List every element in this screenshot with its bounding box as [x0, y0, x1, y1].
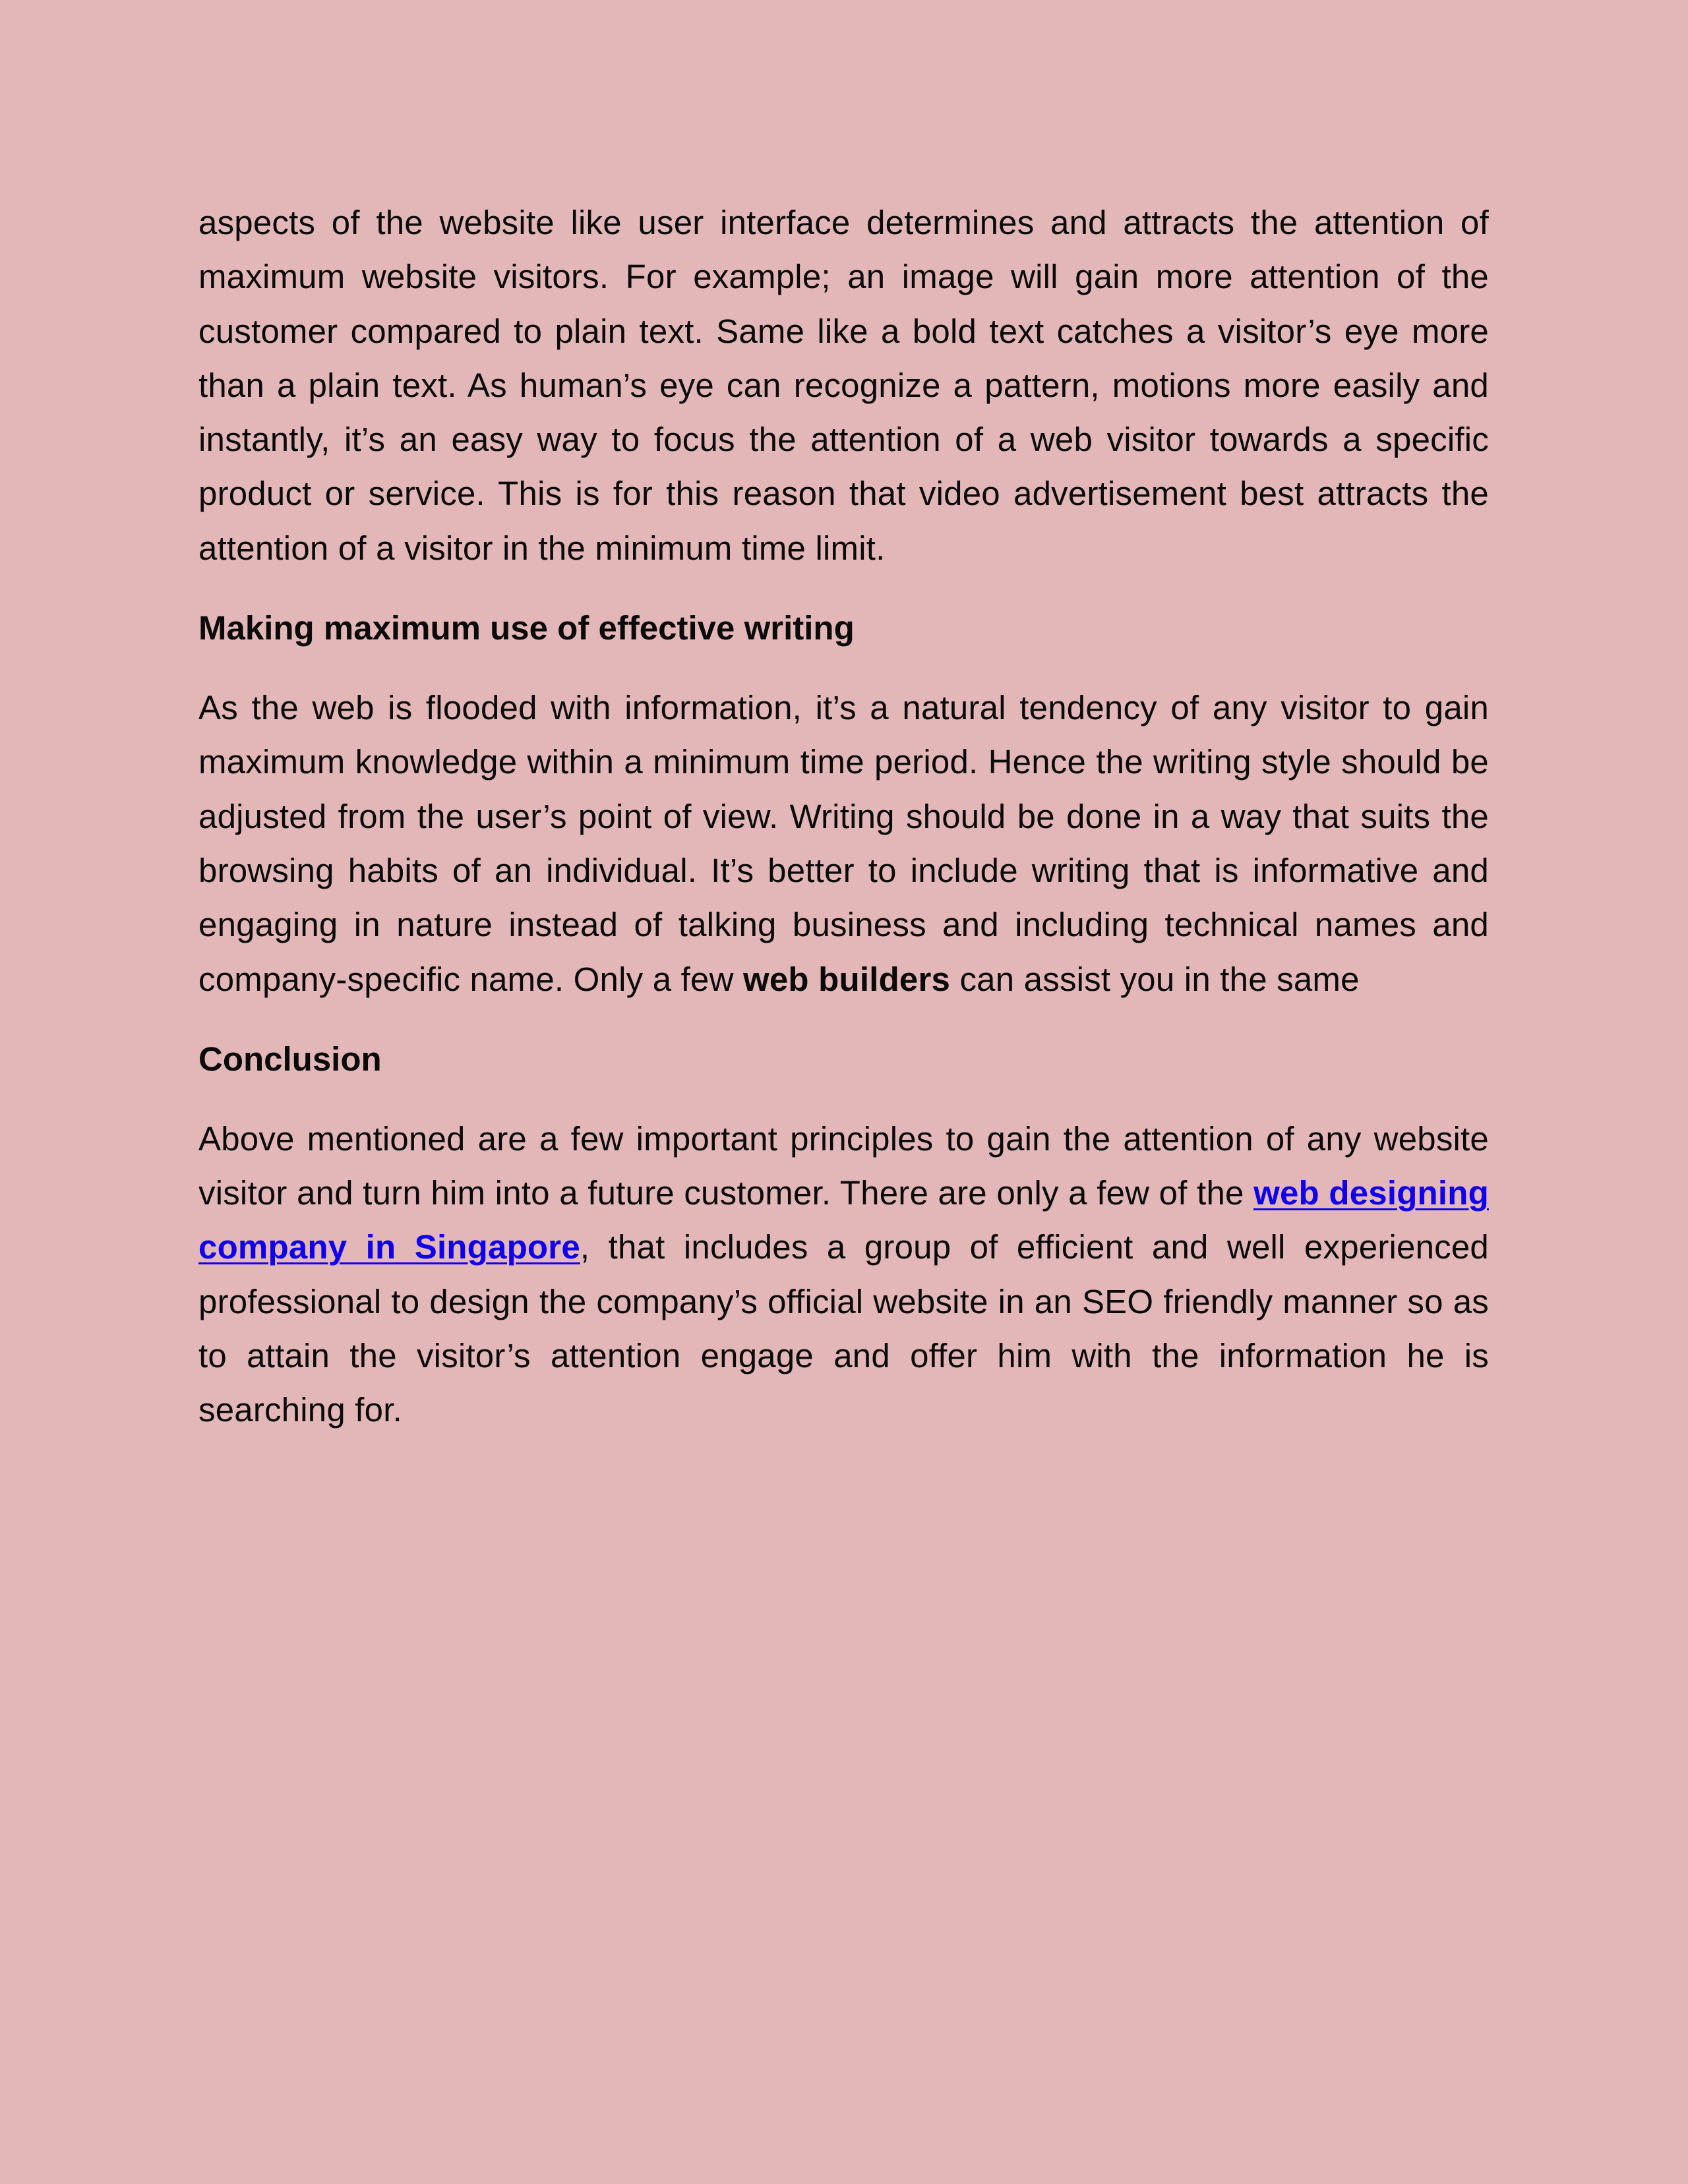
document-body [198, 196, 1489, 1463]
paragraph-text: As the web is flooded with information, it’s a natural tendency of any visitor to gain maximum knowledge within a minimum time period. Hence the writing style should be adjusted from the user’s point of view. Writing should be done in a way that suits the browsing habits of an individual. It’s better to include writing that is informative and engaging in nature instead of talking business and including technical names and company-specific name. Only a few [198, 689, 1489, 998]
paragraph-effective-writing [198, 681, 1489, 1007]
paragraph-text: can assist you in the same [950, 960, 1360, 998]
paragraph-user-interface: aspects of the website like user interface determines and attracts the attention of maximum website visitors. For example; an image will gain more attention of the customer compared to plain text. Same like a bold text catches a visitor’s eye more than a plain text. As human’s eye can recognize a pattern, motions more easily and instantly, it’s an easy way to focus the attention of a web visitor towards a specific product or service. This is for this reason that video advertisement best attracts the attention of a visitor in the minimum time limit. [198, 204, 1489, 567]
heading-effective-writing: Making maximum use of effective writing [198, 609, 855, 647]
link-web-designing-company[interactable]: web designing company in Singapore [198, 1174, 1489, 1266]
paragraph-text: , that includes a group of efficient and well experienced professional to design the company’s official website in an SEO friendly manner so as to attain the visitor’s attention engage and offer him with the information he is searching for. [198, 1228, 1489, 1429]
bold-keyword-web-builders: web builders [742, 960, 951, 998]
heading-conclusion: Conclusion [198, 1040, 382, 1078]
paragraph-text: Above mentioned are a few important principles to gain the attention of any website visitor and turn him into a future customer. There are only a few of the [198, 1119, 1489, 1212]
paragraph-conclusion [198, 1112, 1489, 1438]
